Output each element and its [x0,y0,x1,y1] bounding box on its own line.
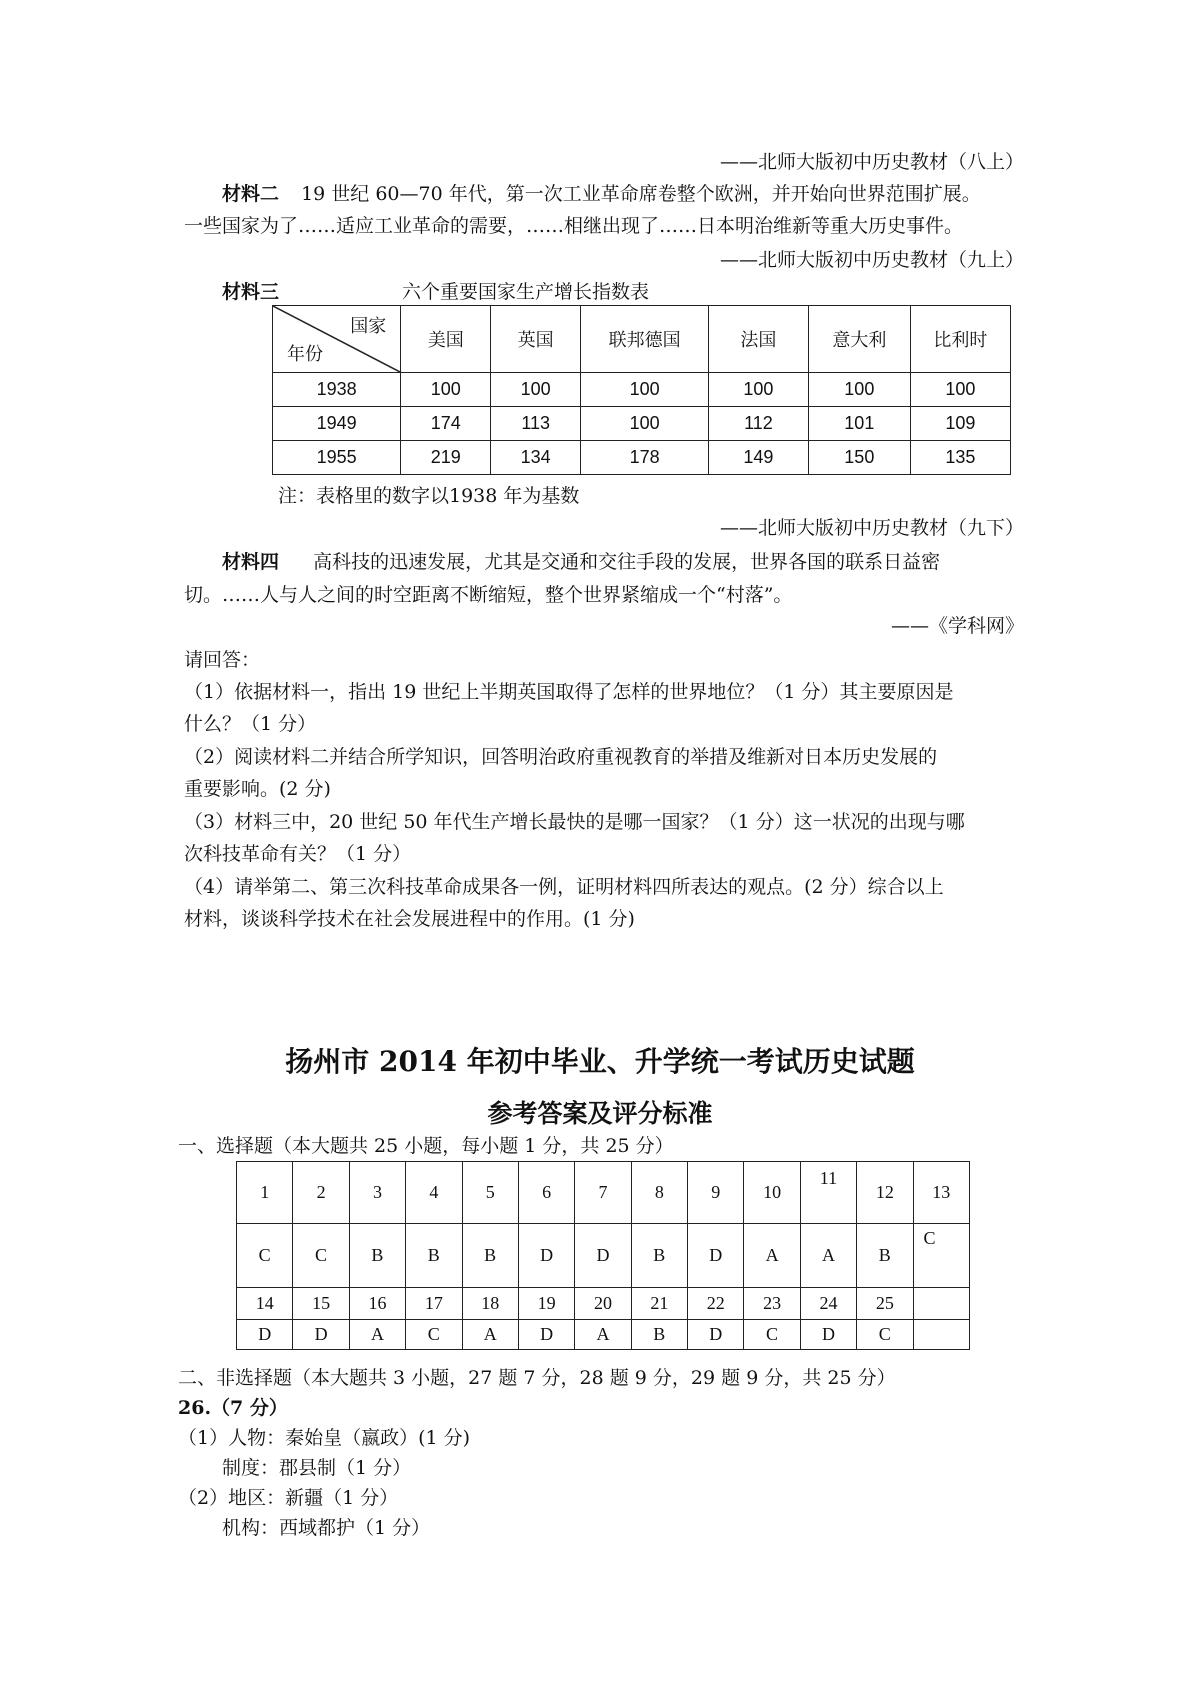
value-cell: 100 [709,373,809,407]
material2-label: 材料二 [222,183,280,205]
question-line: 重要影响。(2 分) [184,778,331,800]
material2-line1 [222,182,981,206]
country-header: 意大利 [808,306,910,373]
answer-cell: A [744,1224,800,1288]
answer-cell: B [631,1320,687,1350]
value-cell: 174 [401,407,491,441]
answer-cell: C [913,1224,970,1288]
material3-label: 材料三 [222,281,280,303]
value-cell: 149 [709,441,809,475]
value-cell: 219 [401,441,491,475]
question-number: 23 [744,1288,800,1320]
question-number: 13 [913,1162,970,1224]
answer-cell: A [462,1320,518,1350]
table-row [237,1288,970,1320]
material3-title: 六个重要国家生产增长指数表 [402,281,650,303]
answer-subtitle: 参考答案及评分标准 [487,1099,713,1128]
value-cell: 112 [709,407,809,441]
value-cell: 100 [491,373,581,407]
country-header: 法国 [709,306,809,373]
answer-cell: D [688,1224,744,1288]
year-cell: 1938 [273,373,401,407]
material1-source: ——北师大版初中历史教材（八上） [719,151,1024,173]
year-cell: 1955 [273,441,401,475]
question-number: 20 [575,1288,631,1320]
question-line: 什么？（1 分） [184,713,317,735]
answer-cell: C [744,1320,800,1350]
answer-cell: A [349,1320,405,1350]
value-cell: 178 [581,441,709,475]
table-note: 注：表格里的数字以1938 年为基数 [278,485,580,507]
table-corner-header [273,306,401,373]
q26-line: 机构：西域都护（1 分） [222,1517,431,1539]
header-country: 国家 [350,316,387,337]
answer-cell: B [631,1224,687,1288]
country-header: 比利时 [910,306,1010,373]
answer-cell: B [406,1224,462,1288]
answer-cell: A [575,1320,631,1350]
question-line: （3）材料三中，20 世纪 50 年代生产增长最快的是哪一国家？（1 分）这一状况的出现与哪 [184,811,965,833]
question-number: 14 [237,1288,293,1320]
table-row [237,1320,970,1350]
question-line: （2）阅读材料二并结合所学知识，回答明治政府重视教育的举措及维新对日本历史发展的 [184,746,938,768]
answer-cell: C [293,1224,349,1288]
country-header: 美国 [401,306,491,373]
questions-prompt: 请回答： [184,649,261,671]
answer-cell: D [518,1320,574,1350]
question-number [913,1288,970,1320]
question-number: 24 [800,1288,856,1320]
section2-heading: 二、非选择题（本大题共 3 小题，27 题 7 分，28 题 9 分，29 题 9 分，共 25 分） [178,1367,896,1389]
country-header: 英国 [491,306,581,373]
material4-source: ——《学科网》 [890,615,1024,637]
country-header: 联邦德国 [581,306,709,373]
question-number: 4 [406,1162,462,1224]
question-number: 22 [688,1288,744,1320]
q26-line: 制度：郡县制（1 分） [222,1457,412,1479]
material4-label: 材料四 [222,551,280,573]
answer-cell [913,1320,970,1350]
question-number: 1 [237,1162,293,1224]
material2-source: ——北师大版初中历史教材（九上） [719,249,1024,271]
value-cell: 100 [401,373,491,407]
question-number: 11 [800,1162,856,1224]
q26-line: （1）人物：秦始皇（嬴政）(1 分) [178,1427,471,1449]
value-cell: 100 [808,373,910,407]
question-number: 18 [462,1288,518,1320]
value-cell: 100 [581,373,709,407]
answer-cell: D [293,1320,349,1350]
value-cell: 113 [491,407,581,441]
question-number: 5 [462,1162,518,1224]
question-line: 材料，谈谈科学技术在社会发展进程中的作用。(1 分) [184,908,635,930]
question-number: 19 [518,1288,574,1320]
q26-line: （2）地区：新疆（1 分） [178,1487,399,1509]
answer-cell: C [406,1320,462,1350]
material3-source: ——北师大版初中历史教材（九下） [719,517,1024,539]
value-cell: 100 [910,373,1010,407]
answer-title: 扬州市 2014 年初中毕业、升学统一考试历史试题 [285,1045,915,1078]
value-cell: 135 [910,441,1010,475]
material4-line1 [222,550,940,574]
question-line: （1）依据材料一，指出 19 世纪上半期英国取得了怎样的世界地位？（1 分）其主要原因是 [184,681,954,703]
question-line: 次科技革命有关？（1 分） [184,843,412,865]
answer-cell: C [237,1224,293,1288]
question-number: 25 [857,1288,913,1320]
answer-cell: D [688,1320,744,1350]
question-number: 2 [293,1162,349,1224]
material4-text1: 高科技的迅速发展，尤其是交通和交往手段的发展，世界各国的联系日益密 [313,551,941,573]
answer-cell: C [857,1320,913,1350]
section1-heading: 一、选择题（本大题共 25 小题，每小题 1 分，共 25 分） [178,1135,674,1157]
answer-cell: D [518,1224,574,1288]
year-cell: 1949 [273,407,401,441]
question-number: 16 [349,1288,405,1320]
question-number: 9 [688,1162,744,1224]
choice-answer-table [236,1161,970,1350]
question-number: 7 [575,1162,631,1224]
table-row [273,407,1011,441]
value-cell: 100 [581,407,709,441]
answer-cell: D [575,1224,631,1288]
header-year: 年份 [287,344,323,365]
table-row [273,441,1011,475]
table-row [237,1224,970,1288]
material2-line2: 一些国家为了……适应工业革命的需要，……相继出现了……日本明治维新等重大历史事件。 [184,215,964,237]
question-line: （4）请举第二、第三次科技革命成果各一例，证明材料四所表达的观点。(2 分）综合以上 [184,876,944,898]
question-number: 8 [631,1162,687,1224]
question-number: 15 [293,1288,349,1320]
q26-title: 26.（7 分） [178,1397,288,1419]
answer-cell: B [857,1224,913,1288]
question-number: 12 [857,1162,913,1224]
question-number: 3 [349,1162,405,1224]
value-cell: 150 [808,441,910,475]
value-cell: 134 [491,441,581,475]
answer-cell: B [349,1224,405,1288]
value-cell: 101 [808,407,910,441]
question-number: 6 [518,1162,574,1224]
answer-cell: A [800,1224,856,1288]
question-number: 21 [631,1288,687,1320]
value-cell: 109 [910,407,1010,441]
question-number: 17 [406,1288,462,1320]
material2-text1: 19 世纪 60—70 年代，第一次工业革命席卷整个欧洲，并开始向世界范围扩展。 [301,183,981,205]
answer-cell: B [462,1224,518,1288]
table-row [273,373,1011,407]
material4-line2: 切。……人与人之间的时空距离不断缩短，整个世界紧缩成一个“村落”。 [184,584,793,606]
question-number: 10 [744,1162,800,1224]
answer-cell: D [237,1320,293,1350]
production-index-table [272,305,1011,475]
table-row [237,1162,970,1224]
answer-cell: D [800,1320,856,1350]
